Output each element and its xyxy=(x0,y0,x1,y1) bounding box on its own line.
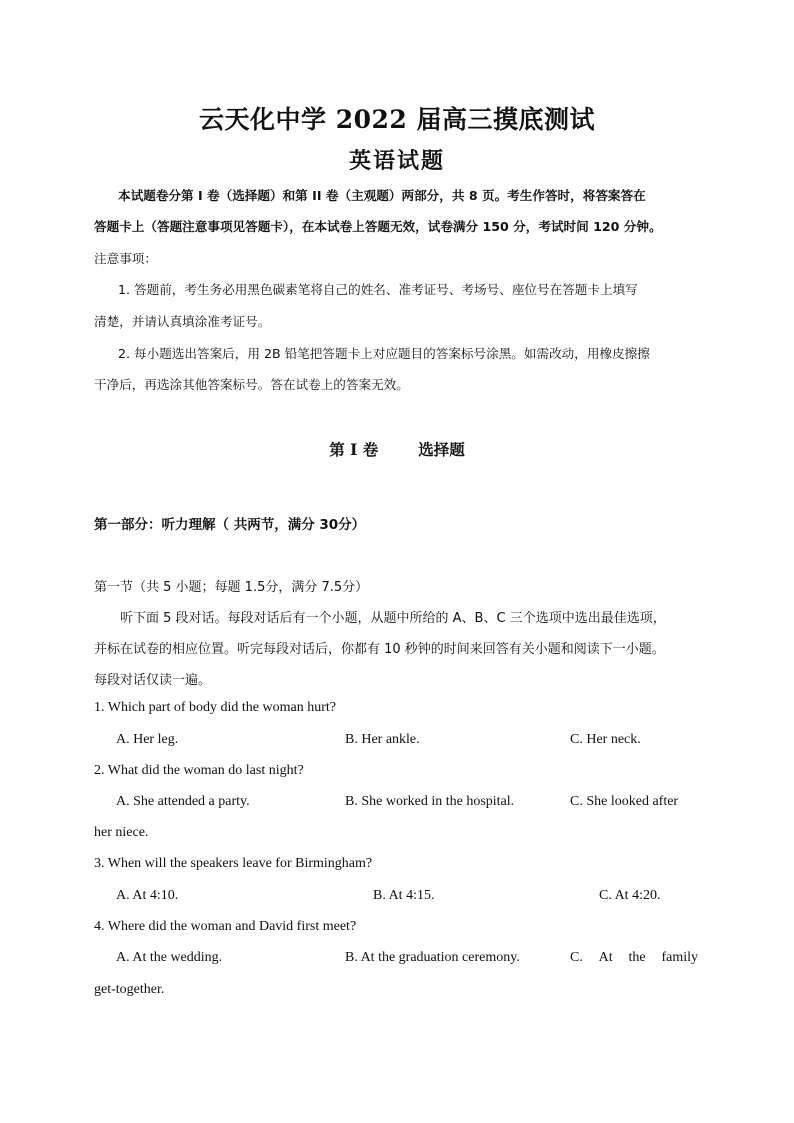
question-1-stem: 1. Which part of body did the woman hurt? xyxy=(94,700,336,715)
section-volume: 第 I 卷 xyxy=(329,440,379,459)
question-4-option-c-word: the xyxy=(628,950,646,965)
question-1-option-b: B. Her ankle. xyxy=(345,732,420,747)
note-1-line-1: 1. 答题前，考生务必用黑色碳素笔将自己的姓名、准考证号、考场号、座位号在答题卡上填写 xyxy=(118,282,638,297)
subject-title: 英语试题 xyxy=(348,148,445,174)
question-2-option-c: C. She looked after xyxy=(570,794,679,809)
question-2-option-c-continued: her niece. xyxy=(94,825,149,840)
question-3-option-a: A. At 4:10. xyxy=(116,888,179,903)
question-4-option-c-word: family xyxy=(661,950,698,965)
part-1-title: 第一部分：听力理解（ 共两节，满分 30分） xyxy=(94,517,366,533)
question-2-option-a: A. She attended a party. xyxy=(116,794,250,809)
note-1-line-2: 清楚，并请认真填涂准考证号。 xyxy=(94,314,271,329)
question-2-stem: 2. What did the woman do last night? xyxy=(94,763,304,778)
section-name: 选择题 xyxy=(418,440,465,459)
notice-label: 注意事项： xyxy=(94,251,157,266)
exam-title: 云天化中学 2022 届高三摸底测试 xyxy=(199,105,595,134)
question-4-option-c-word: C. xyxy=(570,950,583,965)
question-4-stem: 4. Where did the woman and David first meet? xyxy=(94,919,357,934)
note-2-line-2: 干净后，再选涂其他答案标号。答在试卷上的答案无效。 xyxy=(94,377,409,392)
directions-line-1: 听下面 5 段对话。每段对话后有一个小题，从题中所给的 A、B、C 三个选项中选出最佳选项， xyxy=(120,611,666,626)
question-3-stem: 3. When will the speakers leave for Birmingham? xyxy=(94,856,373,871)
question-3-option-b: B. At 4:15. xyxy=(373,888,435,903)
section-1-title: 第一节（共 5 小题；每题 1.5分，满分 7.5分） xyxy=(94,580,369,595)
question-3-option-c: C. At 4:20. xyxy=(599,888,661,903)
note-2-line-1: 2. 每小题选出答案后，用 2B 铅笔把答题卡上对应题目的答案标号涂黑。如需改动，用橡皮擦擦 xyxy=(118,346,650,361)
question-4-option-c-continued: get-together. xyxy=(94,982,165,997)
question-4-option-a: A. At the wedding. xyxy=(116,950,223,965)
question-4-option-c-word: At xyxy=(598,950,613,965)
directions-line-2: 并标在试卷的相应位置。听完每段对话后，你都有 10 秒钟的时间来回答有关小题和阅读下一小题。 xyxy=(94,642,665,657)
question-2-option-b: B. She worked in the hospital. xyxy=(345,794,515,809)
directions-line-3: 每段对话仅读一遍。 xyxy=(94,673,212,688)
intro-line-1: 本试题卷分第 I 卷（选择题）和第 II 卷（主观题）两部分，共 8 页。考生作答时，将答案答在 xyxy=(118,188,646,203)
section-heading xyxy=(0,438,794,460)
question-1-option-c: C. Her neck. xyxy=(570,732,641,747)
question-4-option-b: B. At the graduation ceremony. xyxy=(345,950,520,965)
intro-line-2: 答题卡上（答题注意事项见答题卡），在本试卷上答题无效，试卷满分 150 分，考试时间 120 分钟。 xyxy=(94,219,662,234)
question-4-option-c xyxy=(570,950,698,966)
question-1-option-a: A. Her leg. xyxy=(116,732,179,747)
